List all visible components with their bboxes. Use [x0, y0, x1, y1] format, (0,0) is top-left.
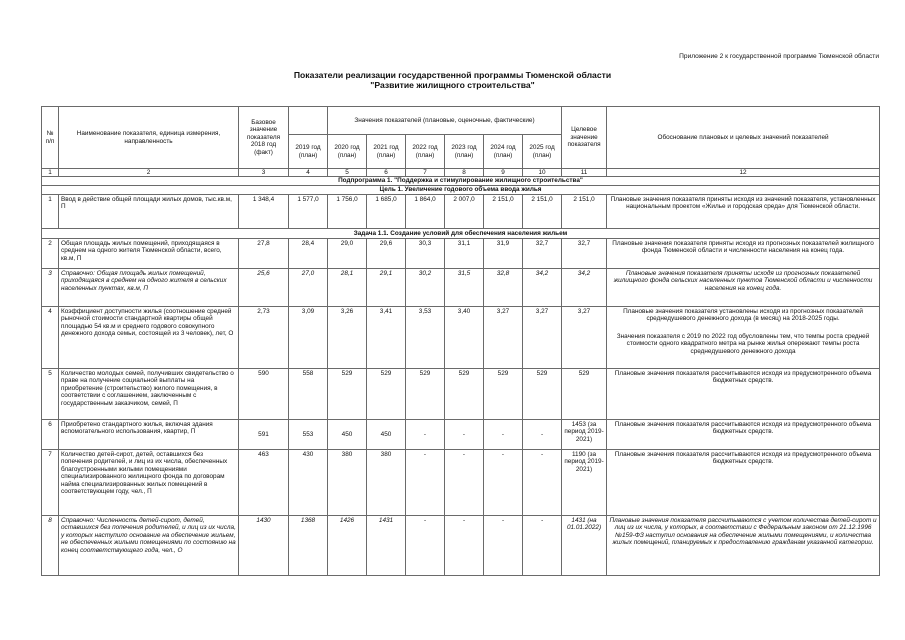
row-base: 590 [239, 369, 289, 420]
row-value: 1 864,0 [406, 195, 445, 229]
row-justification: Плановые значения показателя рассчитываются с учетом количества детей-сирот и лиц из их числа, у которых, в соответствии с Федеральным законом от 21.12.1996 №159-ФЗ наступил основания на обеспечение жилыми помещениями, и количества жилых помещений, планируемых к предоставлению гражданам указанной категории. [607, 516, 880, 576]
col-number: 2 [59, 169, 239, 177]
row-target: 1453 (за период 2019-2021) [562, 420, 607, 450]
table-row [42, 307, 880, 369]
row-value: 31,1 [445, 239, 484, 269]
row-value: - [523, 450, 562, 516]
row-justification [607, 307, 880, 369]
justification-paragraph: Плановые значения показателя установлены исходя из прогнозных показателей среднедушевого денежного дохода (в месяц) на 2018-2025 годы. [623, 308, 863, 323]
row-value: 3,27 [484, 307, 523, 369]
table-row [42, 516, 880, 576]
row-value: - [484, 450, 523, 516]
column-number-row [42, 169, 880, 177]
row-value: - [406, 450, 445, 516]
row-value: 27,0 [289, 269, 328, 307]
row-base: 25,6 [239, 269, 289, 307]
row-value: 1431 [367, 516, 406, 576]
col-number: 4 [289, 169, 328, 177]
row-value: 1368 [289, 516, 328, 576]
row-value: 32,7 [523, 239, 562, 269]
task-heading: Задача 1.1. Создание условий для обеспечения населения жильем [42, 229, 880, 239]
goal-heading: Цель 1. Увеличение годового объема ввода жилья [42, 186, 880, 195]
row-justification: Плановые значения показателя рассчитываются исходя из предусмотренного объема бюджетных средств. [607, 450, 880, 516]
row-name: Общая площадь жилых помещений, приходящаяся в среднем на одного жителя Тюменской области, всего, кв.м, П [59, 239, 239, 269]
row-value: - [406, 420, 445, 450]
page-title [0, 70, 905, 90]
row-value: 553 [289, 420, 328, 450]
row-justification: Плановые значения показателя рассчитываются исходя из предусмотренного объема бюджетных средств. [607, 420, 880, 450]
row-name: Справочно: Общая площадь жилых помещений, приходящаяся в среднем на одного жителя в сельских населенных пунктах, кв.м, П [59, 269, 239, 307]
row-value: - [523, 516, 562, 576]
row-value: 450 [367, 420, 406, 450]
header-num: № п/п [42, 107, 59, 169]
justification-paragraph: Значения показателя с 2019 по 2022 год обусловлены тем, что темпы роста средней стоимости одного квадратного метра на рынке жилья опережают темпы роста среднедушевого денежного дохода [616, 332, 870, 355]
row-value: 558 [289, 369, 328, 420]
header-year: 2024 год (план) [484, 135, 523, 169]
col-number: 12 [607, 169, 880, 177]
row-target: 34,2 [562, 269, 607, 307]
table-row [42, 239, 880, 269]
row-target: 529 [562, 369, 607, 420]
row-value: 29,6 [367, 239, 406, 269]
row-base: 1 348,4 [239, 195, 289, 229]
row-value: 529 [367, 369, 406, 420]
table-row [42, 269, 880, 307]
row-target: 32,7 [562, 239, 607, 269]
row-target: 1190 (за период 2019-2021) [562, 450, 607, 516]
row-value: 529 [523, 369, 562, 420]
row-num: 2 [42, 239, 59, 269]
row-value: 29,0 [328, 239, 367, 269]
table-row [42, 450, 880, 516]
row-num: 7 [42, 450, 59, 516]
row-name: Ввод в действие общей площади жилых домов, тыс.кв.м, П [59, 195, 239, 229]
header-base: Базовое значение показателя 2018 год (факт) [239, 107, 289, 169]
col-number: 9 [484, 169, 523, 177]
row-value: 1 756,0 [328, 195, 367, 229]
row-justification: Плановые значения показателя приняты исходя из прогнозных показателей жилищного фонда сельских населенных пунктов Тюменской области и численности населения на конец года. [607, 269, 880, 307]
row-base: 2,73 [239, 307, 289, 369]
row-target: 1431 (на 01.01.2022) [562, 516, 607, 576]
col-number: 7 [406, 169, 445, 177]
title-line-2: "Развитие жилищного строительства" [370, 80, 535, 90]
row-justification: Плановые значения показателя приняты исходя из прогнозных показателей жилищного фонда Тюменской области и численности населения на конец года. [607, 239, 880, 269]
row-name: Количество молодых семей, получивших свидетельство о праве на получение социальной выплаты на приобретение (строительство) жилого помещения, в соответствии с соглашением, заключенным с государственным заказчиком, семей, П [59, 369, 239, 420]
row-value: 1426 [328, 516, 367, 576]
row-name: Справочно: Численность детей-сирот, детей, оставшихся без попечения родителей, и лиц из их числа, у которых наступило основание на обеспечение жильем, не обеспеченных жилыми помещениями по состоянию на конец соответствующего года, чел., О [59, 516, 239, 576]
row-value: - [445, 420, 484, 450]
appendix-note: Приложение 2 к государственной программе Тюменской области [679, 53, 879, 60]
row-value: 28,4 [289, 239, 328, 269]
col-number: 1 [42, 169, 59, 177]
row-value: 3,27 [523, 307, 562, 369]
table-row [42, 420, 880, 450]
row-value: - [484, 420, 523, 450]
header-year: 2020 год (план) [328, 135, 367, 169]
row-value: 529 [445, 369, 484, 420]
col-number: 5 [328, 169, 367, 177]
row-value: 380 [328, 450, 367, 516]
row-value: 3,53 [406, 307, 445, 369]
row-value: 29,1 [367, 269, 406, 307]
row-base: 591 [239, 420, 289, 450]
row-value: 1 685,0 [367, 195, 406, 229]
row-value: 30,2 [406, 269, 445, 307]
row-justification: Плановые значения показателя рассчитываются исходя из предусмотренного объема бюджетных средств. [607, 369, 880, 420]
row-value: 529 [406, 369, 445, 420]
col-number: 3 [239, 169, 289, 177]
row-value: 30,3 [406, 239, 445, 269]
table-row [42, 195, 880, 229]
header-year: 2023 год (план) [445, 135, 484, 169]
subprogram-heading: Подпрограмма 1. "Поддержка и стимулирование жилищного строительства" [42, 177, 880, 186]
header-values-group: Значения показателей (плановые, оценочные, фактические) [328, 107, 562, 135]
row-value: 3,09 [289, 307, 328, 369]
header-year: 2019 год (план) [289, 135, 328, 169]
row-value: 450 [328, 420, 367, 450]
col-number: 11 [562, 169, 607, 177]
row-value: 31,9 [484, 239, 523, 269]
row-value: - [445, 516, 484, 576]
row-value: - [523, 420, 562, 450]
header-target: Целевое значение показателя [562, 107, 607, 169]
row-value: 34,2 [523, 269, 562, 307]
row-value: 28,1 [328, 269, 367, 307]
row-value: 1 577,0 [289, 195, 328, 229]
row-value: 380 [367, 450, 406, 516]
row-value: 529 [328, 369, 367, 420]
row-value: 529 [484, 369, 523, 420]
row-value: - [445, 450, 484, 516]
row-value: 430 [289, 450, 328, 516]
row-name: Приобретено стандартного жилья, включая здания вспомогательного использования, квартир, П [59, 420, 239, 450]
header-values-empty [289, 107, 328, 135]
row-num: 1 [42, 195, 59, 229]
row-value: 31,5 [445, 269, 484, 307]
indicators-table [41, 106, 880, 576]
row-value: 3,26 [328, 307, 367, 369]
row-num: 4 [42, 307, 59, 369]
row-target: 3,27 [562, 307, 607, 369]
row-base: 27,8 [239, 239, 289, 269]
row-num: 3 [42, 269, 59, 307]
row-num: 6 [42, 420, 59, 450]
header-year: 2025 год (план) [523, 135, 562, 169]
header-year: 2022 год (план) [406, 135, 445, 169]
row-base: 463 [239, 450, 289, 516]
title-line-1: Показатели реализации государственной программы Тюменской области [293, 70, 612, 80]
row-value: 32,8 [484, 269, 523, 307]
row-justification: Плановые значения показателя приняты исходя из значений показателя, установленных национальным проектом «Жилье и городская среда» для Тюменской области. [607, 195, 880, 229]
row-value: 2 007,0 [445, 195, 484, 229]
row-value: 3,41 [367, 307, 406, 369]
header-year: 2021 год (план) [367, 135, 406, 169]
row-value: - [484, 516, 523, 576]
row-target: 2 151,0 [562, 195, 607, 229]
header-justification: Обоснование плановых и целевых значений показателей [607, 107, 880, 169]
row-name: Коэффициент доступности жилья (соотношение средней рыночной стоимости стандартной квартиры общей площадью 54 кв.м и среднего годового совокупного денежного дохода семьи, состоящей из 3 человек), лет, О [59, 307, 239, 369]
col-number: 8 [445, 169, 484, 177]
row-name: Количество детей-сирот, детей, оставшихся без попечения родителей, и лиц из их числа, обеспеченных благоустроенными жилыми помещениями специализированного жилищного фонда по договорам найма специализированных жилых помещений в соответствующем году, чел., П [59, 450, 239, 516]
col-number: 10 [523, 169, 562, 177]
table-row [42, 369, 880, 420]
row-value: 2 151,0 [523, 195, 562, 229]
row-base: 1430 [239, 516, 289, 576]
row-num: 5 [42, 369, 59, 420]
header-name: Наименование показателя, единица измерения, направленность [59, 107, 239, 169]
row-value: - [406, 516, 445, 576]
row-value: 3,40 [445, 307, 484, 369]
row-value: 2 151,0 [484, 195, 523, 229]
row-num: 8 [42, 516, 59, 576]
col-number: 6 [367, 169, 406, 177]
